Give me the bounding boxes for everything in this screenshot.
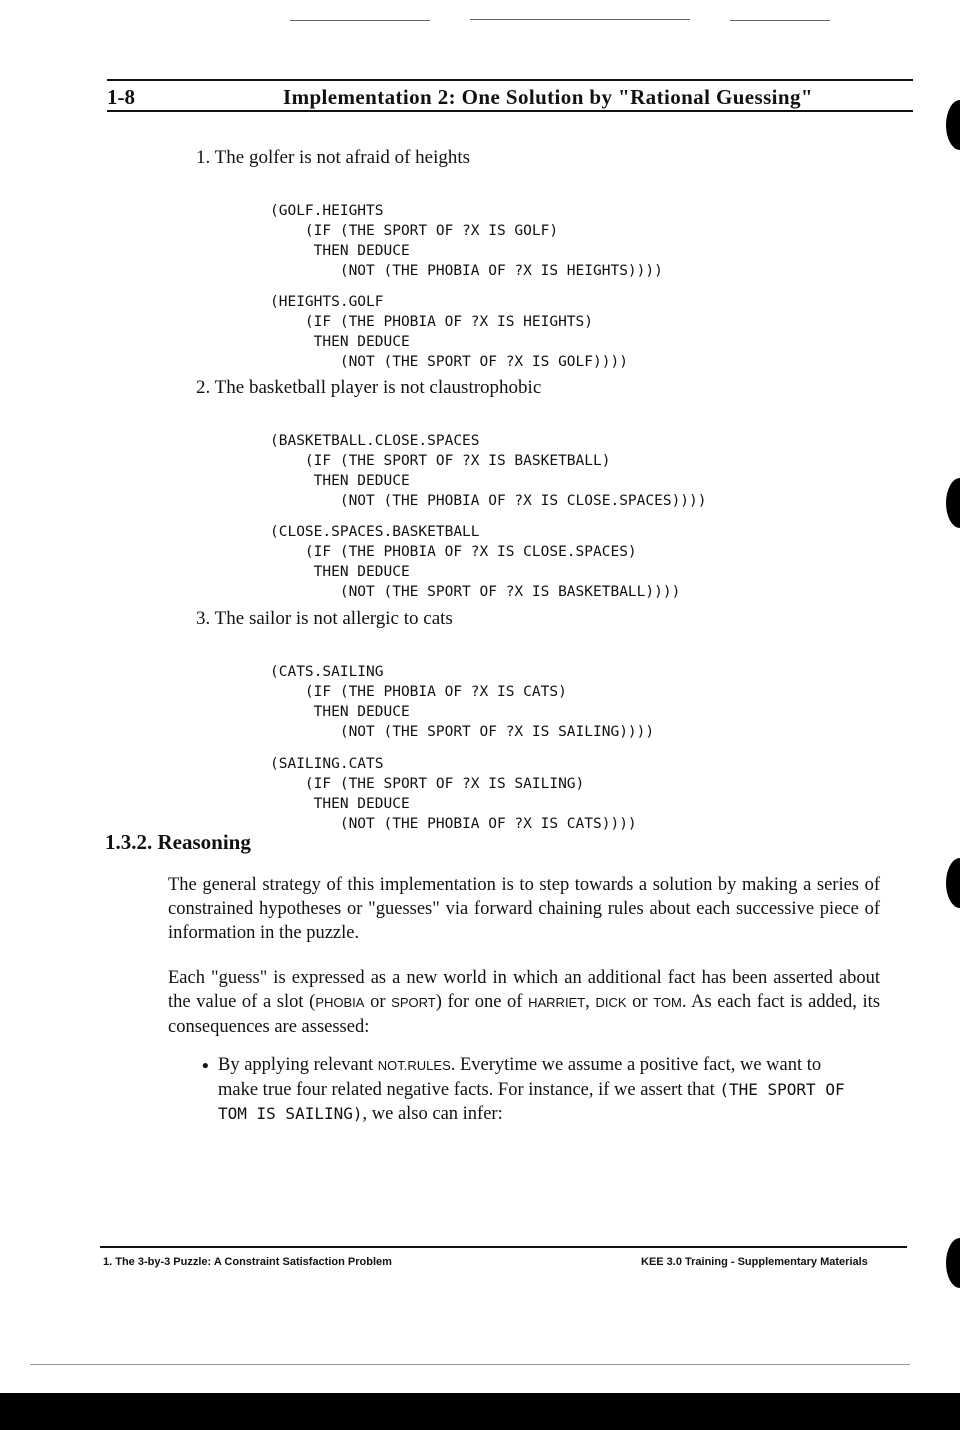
keyword-phobia: PHOBIA [315,995,365,1010]
rule-code [270,502,680,622]
code-line: (NOT (THE PHOBIA OF ?X IS CLOSE.SPACES)))) [270,493,707,509]
scan-speck [290,20,430,21]
rule-code [270,272,628,392]
text-run: ) for one of [435,992,529,1012]
scan-speck [730,20,830,21]
code-line: (IF (THE SPORT OF ?X IS BASKETBALL) [270,453,611,469]
paragraph: The general strategy of this implementation is to step towards a solution by making a series of constrained hypotheses or "guesses" via forward chaining rules about each successive piece of information in the puzzle. [168,875,880,943]
code-line: THEN DEDUCE [270,796,410,812]
item-heading: 2. The basketball player is not claustrophobic [196,377,542,398]
text-run: . Everytime we assume a positive fact, we want to make true four related negative facts. For instance, if we assert that [218,1055,822,1100]
punch-hole-icon [946,478,960,528]
code-line: (NOT (THE SPORT OF ?X IS GOLF)))) [270,354,628,370]
code-line: (IF (THE SPORT OF ?X IS SAILING) [270,776,585,792]
code-line: THEN DEDUCE [270,243,410,259]
code-line: THEN DEDUCE [270,473,410,489]
text-run: Each "guess" is expressed as a new world in which an additional fact has been asserted about the value of a slot ( [168,968,880,1012]
keyword-not-rules: NOT.RULES [377,1058,451,1073]
keyword-tom: TOM [653,995,682,1010]
scan-speck [470,19,690,20]
code-line: (IF (THE PHOBIA OF ?X IS CLOSE.SPACES) [270,544,637,560]
code-line: THEN DEDUCE [270,704,410,720]
code-line: (CLOSE.SPACES.BASKETBALL [270,524,480,540]
footer-left: 1. The 3-by-3 Puzzle: A Constraint Satisfaction Problem [103,1256,392,1268]
text-run: , we also can infer: [362,1104,503,1124]
header-bottom-rule [107,110,913,112]
text-run: or [626,992,654,1012]
keyword-dick: DICK [595,995,627,1010]
scan-speck [30,1364,910,1365]
text-run: , [585,992,596,1012]
punch-hole-icon [946,1238,960,1288]
code-line: THEN DEDUCE [270,564,410,580]
page-title: Implementation 2: One Solution by "Rational Guessing" [283,85,813,109]
punch-hole-icon [946,858,960,908]
code-line: (NOT (THE SPORT OF ?X IS SAILING)))) [270,724,655,740]
code-line: (SAILING.CATS [270,756,384,772]
text-run: . As each fact is added, its consequences are assessed: [168,992,881,1037]
code-line: (IF (THE PHOBIA OF ?X IS HEIGHTS) [270,314,594,330]
header-top-rule [107,79,913,81]
code-line: (IF (THE SPORT OF ?X IS GOLF) [270,223,559,239]
item-heading: 1. The golfer is not afraid of heights [196,147,471,168]
bullet-paragraph [218,1053,863,1126]
code-line: (CATS.SAILING [270,664,384,680]
paragraph [168,966,880,1039]
text-run: By applying relevant [218,1055,378,1075]
item-heading: 3. The sailor is not allergic to cats [196,608,453,629]
code-line: (BASKETBALL.CLOSE.SPACES [270,433,480,449]
footer-rule [100,1246,907,1248]
bullet-icon: • [200,1056,211,1077]
text-run: or [364,992,392,1012]
code-line: (NOT (THE PHOBIA OF ?X IS HEIGHTS)))) [270,263,663,279]
section-title: 1.3.2. Reasoning [105,830,251,854]
page-number: 1-8 [107,85,135,109]
code-line: (IF (THE PHOBIA OF ?X IS CATS) [270,684,567,700]
rule-code [270,734,637,854]
code-line: THEN DEDUCE [270,334,410,350]
punch-hole-icon [946,100,960,150]
scan-border [0,1393,960,1430]
code-line: (GOLF.HEIGHTS [270,203,384,219]
code-line: (NOT (THE PHOBIA OF ?X IS CATS)))) [270,816,637,832]
footer-right: KEE 3.0 Training - Supplementary Materials [641,1256,868,1268]
code-line: (HEIGHTS.GOLF [270,294,384,310]
inline-code: (THE SPORT OF TOM IS SAILING) [218,1080,845,1123]
keyword-harriet: HARRIET [528,995,586,1010]
keyword-sport: SPORT [391,995,436,1010]
code-line: (NOT (THE SPORT OF ?X IS BASKETBALL)))) [270,584,681,600]
